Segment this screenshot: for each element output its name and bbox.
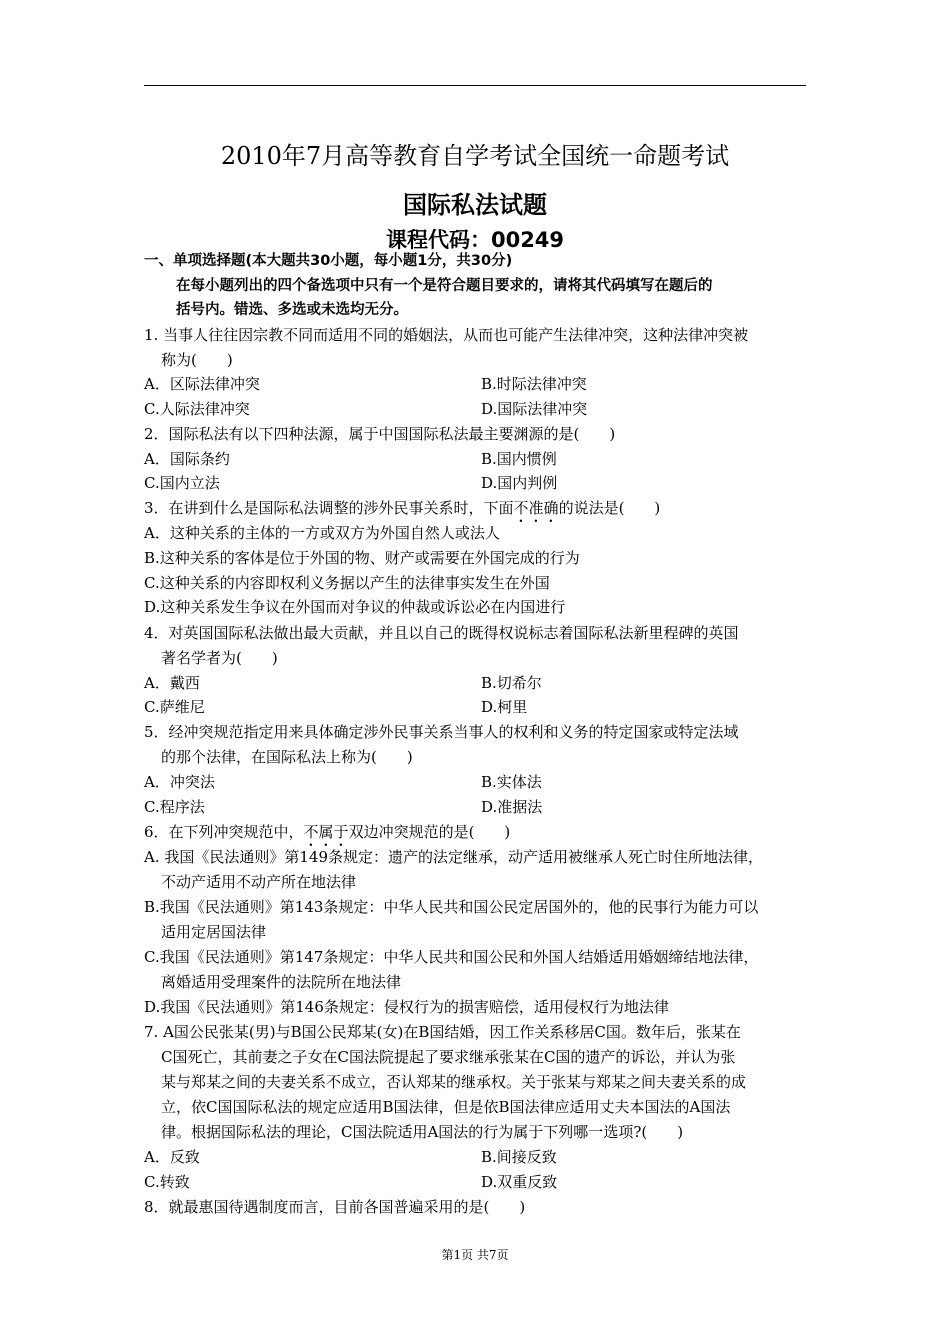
question-5-option-d: D.准据法 [481,798,543,816]
question-7-stem-cont: 立，依C国国际私法的规定应适用B国法律，但是依B国法律应适用丈夫本国法的A国法 [161,1098,731,1116]
question-4-option-a: A．戴西 [144,674,200,692]
subject-title: 国际私法试题 [403,191,547,219]
question-6-option-b: B.我国《民法通则》第143条规定：中华人民共和国公民定居国外的，他的民事行为能力可以 [144,898,759,916]
question-1-option-c: C.人际法律冲突 [144,400,250,418]
question-4-option-c: C.萨维尼 [144,698,205,716]
course-code: 课程代码：00249 [385,228,565,252]
question-5-option-c: C.程序法 [144,798,205,816]
question-3-stem-pre: 3．在讲到什么是国际私法调整的涉外民事关系时，下面 [144,499,514,517]
question-2-option-d: D.国内判例 [481,474,558,492]
question-6-stem-pre: 6．在下列冲突规范中， [144,823,304,841]
question-6-option-d: D.我国《民法通则》第146条规定：侵权行为的损害赔偿，适用侵权行为地法律 [144,998,669,1016]
question-7-stem-cont: C国死亡，其前妻之子女在C国法院提起了要求继承张某在C国的遗产的诉讼，并认为张 [161,1048,736,1066]
question-5-option-a: A．冲突法 [144,773,215,791]
question-2-option-b: B.国内惯例 [481,450,557,468]
question-6-option-a: A. 我国《民法通则》第149条规定：遗产的法定继承，动产适用被继承人死亡时住所地法律， [144,848,764,866]
question-2-option-c: C.国内立法 [144,474,220,492]
page-number: 第1页 共7页 [441,1248,509,1262]
question-1-stem-cont: 称为( ) [161,351,233,369]
question-3-option-b: B.这种关系的客体是位于外国的物、财产或需要在外国完成的行为 [144,549,580,567]
question-6-option-a-cont: 不动产适用不动产所在地法律 [161,873,357,891]
section-instruction: 在每小题列出的四个备选项中只有一个是符合题目要求的，请将其代码填写在题后的 [176,278,713,294]
exam-title: 2010年7月高等教育自学考试全国统一命题考试 [220,142,730,170]
question-1-option-a: A．区际法律冲突 [144,375,260,393]
top-rule [144,85,806,86]
question-1-option-d: D.国际法律冲突 [481,400,588,418]
question-4-stem: 4．对英国国际私法做出最大贡献，并且以自己的既得权说标志着国际私法新里程碑的英国 [144,624,739,642]
section-instruction: 括号内。错选、多选或未选均无分。 [176,302,408,318]
question-2-option-a: A．国际条约 [144,450,230,468]
question-6-option-b-cont: 适用定居国法律 [161,923,267,941]
section-heading: 一、单项选择题(本大题共30小题，每小题1分，共30分) [144,253,513,269]
question-7-stem: 7. A国公民张某(男)与B国公民郑某(女)在B国结婚，因工作关系移居C国。数年后，张某在 [144,1023,741,1041]
question-7-option-d: D.双重反致 [481,1173,558,1191]
question-7-option-a: A．反致 [144,1148,200,1166]
question-1-option-b: B.时际法律冲突 [481,375,587,393]
question-3-stem-post: 的说法是( ) [558,499,661,517]
question-1-stem: 1. 当事人往往因宗教不同而适用不同的婚姻法，从而也可能产生法律冲突，这种法律冲突被 [144,326,749,344]
question-3-option-d: D.这种关系发生争议在外国而对争议的仲裁或诉讼必在内国进行 [144,598,566,616]
question-3-option-a: A．这种关系的主体的一方或双方为外国自然人或法人 [144,524,500,542]
question-6-option-c: C.我国《民法通则》第147条规定：中华人民共和国公民和外国人结婚适用婚姻缔结地法律， [144,948,759,966]
question-7-option-b: B.间接反致 [481,1148,557,1166]
question-6-stem-post: 双边冲突规范的是( ) [348,823,511,841]
question-4-option-b: B.切希尔 [481,674,542,692]
question-5-stem: 5．经冲突规范指定用来具体确定涉外民事关系当事人的权利和义务的特定国家或特定法域 [144,723,739,741]
question-2-stem: 2．国际私法有以下四种法源，属于中国国际私法最主要渊源的是( ) [144,425,616,443]
question-6-option-c-cont: 离婚适用受理案件的法院所在地法律 [161,973,402,991]
question-7-stem-cont: 某与郑某之间的夫妻关系不成立，否认郑某的继承权。关于张某与郑某之间夫妻关系的成 [161,1073,747,1091]
question-3-option-c: C.这种关系的内容即权利义务据以产生的法律事实发生在外国 [144,574,550,592]
question-3-emphasis: 不准确 [513,499,559,517]
question-6-emphasis: 不属于 [303,823,349,841]
question-4-stem-cont: 著名学者为( ) [161,649,278,667]
question-5-stem-cont: 的那个法律，在国际私法上称为( ) [161,748,413,766]
question-7-option-c: C.转致 [144,1173,190,1191]
question-7-stem-cont: 律。根据国际私法的理论，C国法院适用A国法的行为属于下列哪一选项?( ) [161,1123,684,1141]
question-5-option-b: B.实体法 [481,773,542,791]
question-4-option-d: D.柯里 [481,698,528,716]
question-8-stem: 8．就最惠国待遇制度而言，目前各国普遍采用的是( ) [144,1198,526,1216]
